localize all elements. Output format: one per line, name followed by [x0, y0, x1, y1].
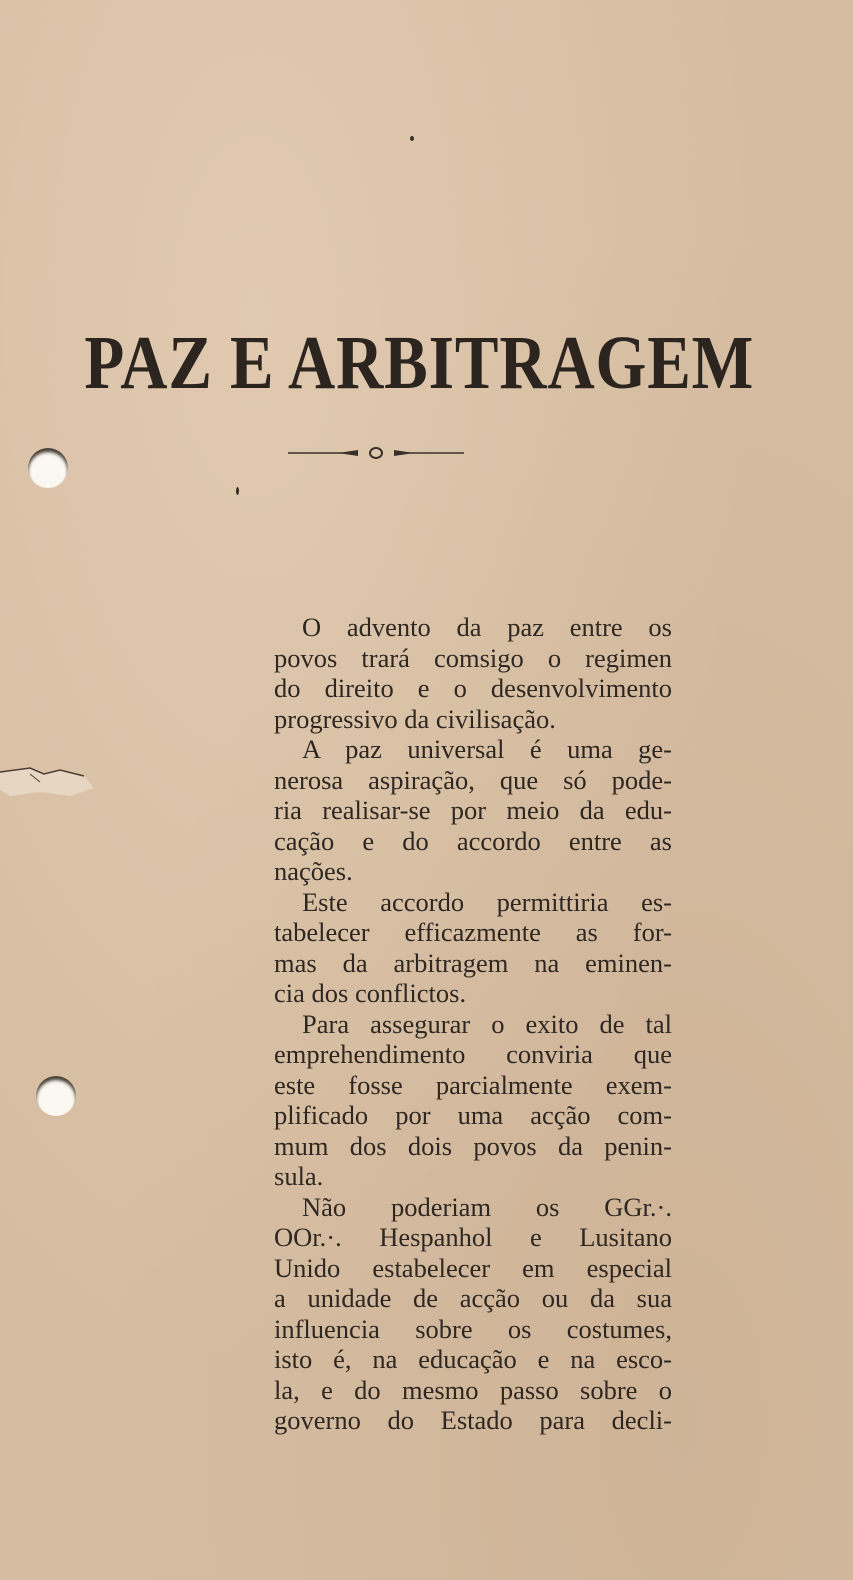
text-line: Para assegurar o exito de tal	[302, 1008, 672, 1039]
text-line: povos trará comsigo o regimen	[274, 642, 672, 673]
text-line: nerosa aspiração, que só pode-	[274, 764, 672, 795]
text-line: a unidade de acção ou da sua	[274, 1283, 672, 1313]
punch-hole-top	[28, 448, 68, 488]
text-line: sula.	[274, 1161, 324, 1191]
text-line: A paz universal é uma ge-	[302, 734, 672, 764]
punch-hole-bottom	[36, 1076, 76, 1116]
text-line: Não poderiam os GGr.·.	[302, 1191, 672, 1222]
text-line: cação e do accordo entre as	[274, 825, 672, 856]
text-line: isto é, na educação e na esco-	[274, 1344, 672, 1374]
text-line: influencia sobre os costumes,	[274, 1313, 672, 1344]
text-line: Unido estabelecer em especial	[274, 1252, 672, 1283]
text-line: mas da arbitragem na eminen-	[274, 947, 672, 978]
ink-speck	[236, 487, 239, 495]
text-line: progressivo da civilisação.	[274, 703, 556, 734]
text-line: Este accordo permittiria es-	[302, 886, 672, 917]
text-line: O advento da paz entre os	[302, 612, 672, 642]
text-line: do direito e o desenvolvimento	[274, 673, 672, 703]
document-body	[274, 612, 672, 1436]
text-line: la, e do mesmo passo sobre o	[274, 1374, 672, 1405]
text-line: plificado por uma acção com-	[274, 1100, 672, 1130]
text-line: OOr.·. Hespanhol e Lusitano	[274, 1222, 672, 1252]
text-line: governo do Estado para decli-	[274, 1405, 672, 1435]
text-line: este fosse parcialmente exem-	[274, 1069, 672, 1100]
paper-tear-mark	[0, 766, 96, 798]
text-line: cia dos conflictos.	[274, 978, 467, 1008]
text-line: nações.	[274, 856, 353, 886]
text-line: emprehendimento conviria que	[274, 1039, 672, 1069]
page-title: PAZ E ARBITRAGEM	[84, 321, 755, 405]
text-line: tabelecer efficazmente as for-	[274, 917, 672, 947]
ornament-divider-icon	[288, 444, 464, 462]
ink-speck	[410, 136, 414, 141]
text-line: ria realisar-se por meio da edu-	[274, 795, 672, 825]
text-line: mum dos dois povos da penin-	[274, 1130, 672, 1161]
